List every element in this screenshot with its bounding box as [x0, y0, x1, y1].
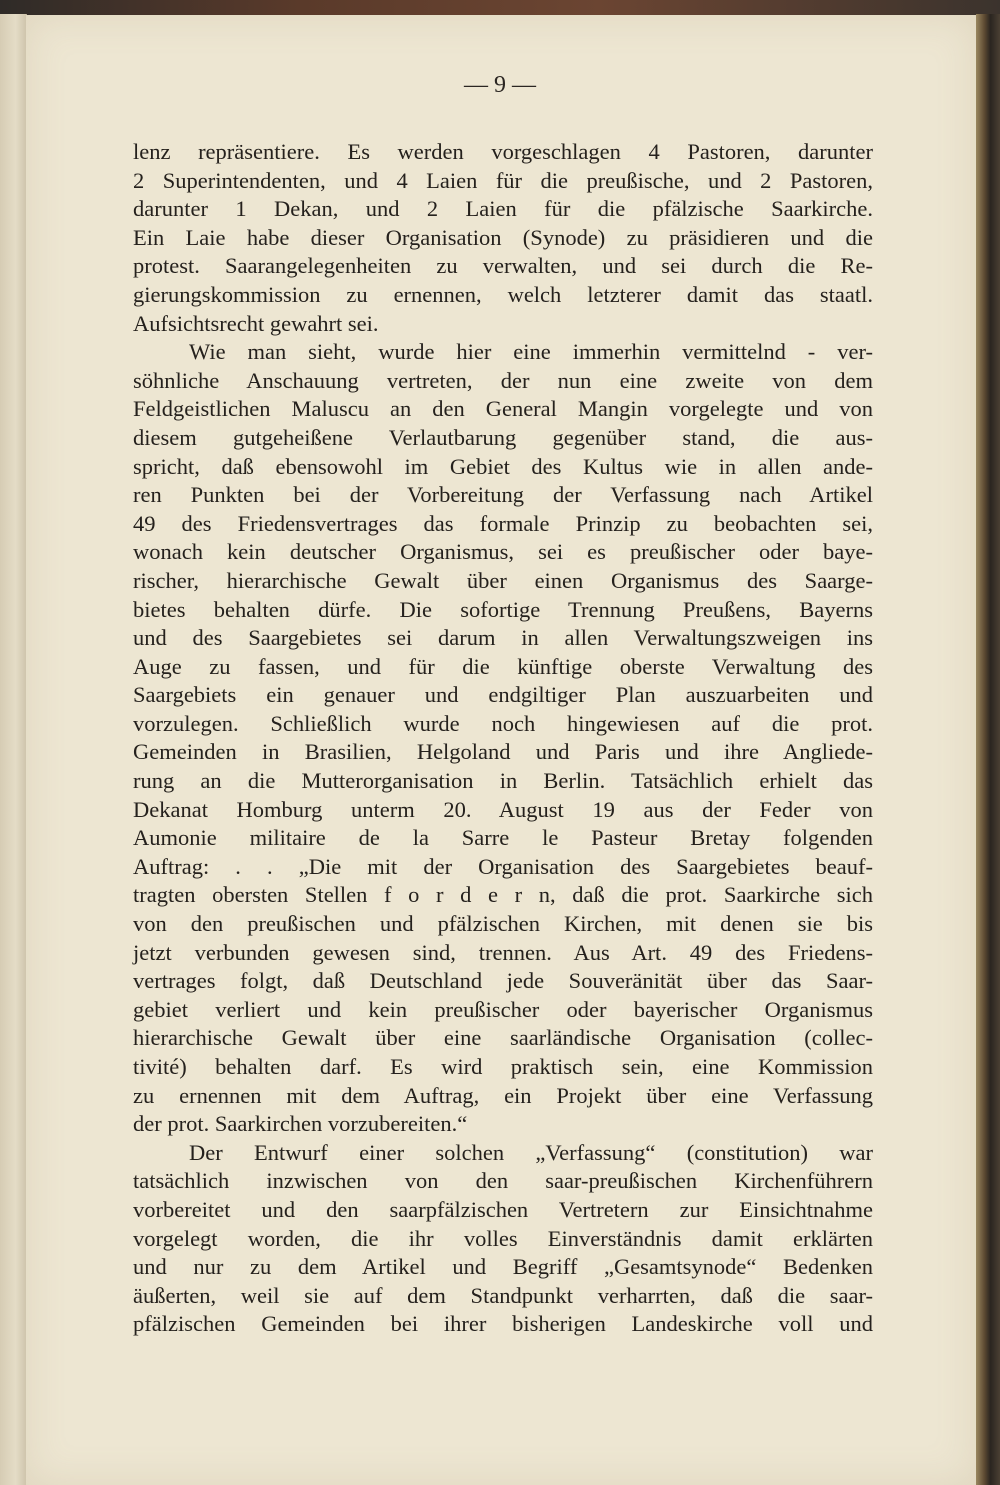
text-line: gierungskommission zu ernennen, welch letzterer damit das staatl. [133, 281, 873, 307]
text-line: tivité) behalten darf. Es wird praktisch sein, eine Kommission [133, 1054, 873, 1079]
text-line: Auge zu fassen, und für die künftige oberste Verwaltung des [133, 653, 873, 679]
text-line: von den preußischen und pfälzischen Kirchen, mit denen sie bis [133, 911, 873, 937]
text-line: tragten obersten Stellen f o r d e r n, daß die prot. Saarkirche sich [133, 882, 873, 908]
text-line: Dekanat Homburg unterm 20. August 19 aus der Feder von [133, 796, 873, 822]
text-line: vorgelegt worden, die ihr volles Einverständnis damit erklärten [133, 1225, 873, 1251]
text-line: rung an die Mutterorganisation in Berlin. Tatsächlich erhielt das [133, 768, 873, 794]
text-line: 2 Superintendenten, und 4 Laien für die preußische, und 2 Pastoren, [133, 167, 873, 193]
text-line: gebiet verliert und kein preußischer oder bayerischer Organismus [133, 996, 873, 1022]
text-line: Ein Laie habe dieser Organisation (Synode) zu präsidieren und die [133, 224, 873, 250]
text-line: hierarchische Gewalt über eine saarländische Organisation (collec- [133, 1025, 873, 1051]
text-line: Aumonie militaire de la Sarre le Pasteur Bretay folgenden [133, 825, 873, 851]
text-line: protest. Saarangelegenheiten zu verwalten, und sei durch die Re- [133, 253, 873, 279]
book-cover-edge [976, 14, 1000, 1485]
text-line: tatsächlich inzwischen von den saar-preußischen Kirchenführern [133, 1168, 873, 1194]
text-line: vertrages folgt, daß Deutschland jede Souveränität über das Saar- [133, 968, 873, 994]
text-line: spricht, daß ebensowohl im Gebiet des Kultus wie in allen ande- [133, 453, 873, 479]
text-line: Saargebiets ein genauer und endgiltiger Plan auszuarbeiten und [133, 682, 873, 708]
text-line: ren Punkten bei der Vorbereitung der Verfassung nach Artikel [133, 482, 873, 508]
text-line: Aufsichtsrecht gewahrt sei. [133, 310, 379, 336]
text-line: lenz repräsentiere. Es werden vorgeschlagen 4 Pastoren, darunter [133, 139, 873, 164]
text-line: und des Saargebietes sei darum in allen Verwaltungszweigen ins [133, 625, 873, 651]
text-line: 49 des Friedensvertrages das formale Prinzip zu beobachten sei, [133, 510, 873, 536]
previous-page-edge [0, 14, 27, 1485]
book-binding-top [0, 0, 1000, 16]
text-line: wonach kein deutscher Organismus, sei es preußischer oder baye- [133, 539, 873, 565]
text-line: Feldgeistlichen Maluscu an den General Mangin vorgelegte und von [133, 396, 873, 422]
text-line: Der Entwurf einer solchen „Verfassung“ (constitution) war [189, 1139, 873, 1165]
text-line: vorbereitet und den saarpfälzischen Vertretern zur Einsichtnahme [133, 1196, 873, 1222]
text-line: vorzulegen. Schließlich wurde noch hingewiesen auf die prot. [133, 710, 873, 736]
text-line: der prot. Saarkirchen vorzubereiten.“ [133, 1111, 468, 1137]
text-line: rischer, hierarchische Gewalt über einen Organismus des Saarge- [133, 567, 873, 593]
page-number: — 9 — [464, 72, 536, 98]
text-line: zu ernennen mit dem Auftrag, ein Projekt über eine Verfassung [133, 1082, 873, 1108]
body-text [133, 138, 873, 1339]
text-line: und nur zu dem Artikel und Begriff „Gesamtsynode“ Bedenken [133, 1254, 873, 1280]
text-line: darunter 1 Dekan, und 2 Laien für die pfälzische Saarkirche. [133, 196, 873, 222]
text-line: Wie man sieht, wurde hier eine immerhin vermittelnd - ver- [189, 339, 873, 365]
text-line: äußerten, weil sie auf dem Standpunkt verharrten, daß die saar- [133, 1282, 873, 1308]
text-line: jetzt verbunden gewesen sind, trennen. Aus Art. 49 des Friedens- [133, 939, 873, 965]
text-line: pfälzischen Gemeinden bei ihrer bisherigen Landeskirche voll und [133, 1311, 873, 1337]
text-line: Gemeinden in Brasilien, Helgoland und Paris und ihre Angliede- [133, 739, 873, 765]
text-line: söhnliche Anschauung vertreten, der nun eine zweite von dem [133, 367, 873, 393]
text-line: Auftrag: . . „Die mit der Organisation des Saargebietes beauf- [133, 853, 873, 879]
text-line: diesem gutgeheißene Verlautbarung gegenüber stand, die aus- [133, 424, 873, 450]
text-line: bietes behalten dürfe. Die sofortige Trennung Preußens, Bayerns [133, 596, 873, 622]
